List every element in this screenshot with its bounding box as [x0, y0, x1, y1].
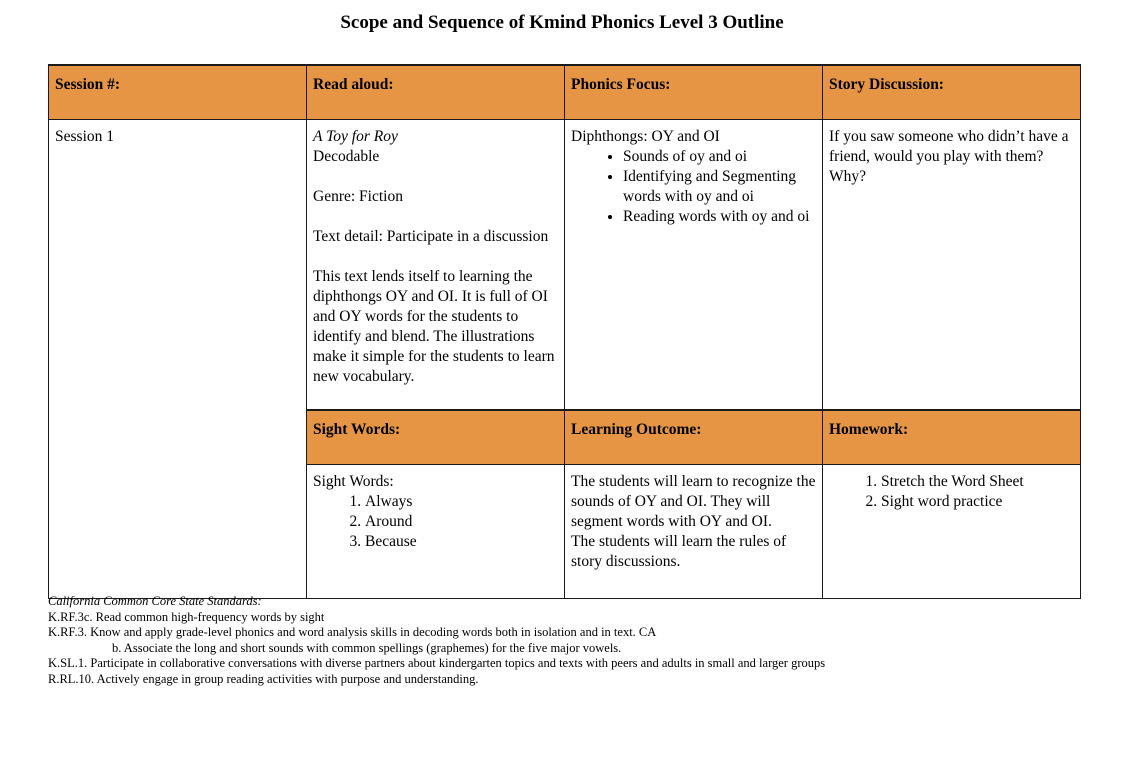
phonics-heading: Diphthongs: OY and OI: [571, 128, 720, 145]
homework-list: [829, 472, 1074, 512]
homework-cell: [823, 465, 1081, 599]
list-item: 1. Stretch the Word Sheet: [881, 472, 1074, 492]
sight-words-list: [313, 492, 558, 552]
header-learning-outcome: Learning Outcome:: [565, 410, 823, 465]
book-type: Decodable: [313, 148, 380, 165]
sight-words-heading: Sight Words:: [313, 473, 394, 490]
text-detail: Text detail: Participate in a discussion: [313, 228, 549, 245]
standards-heading: California Common Core State Standards:: [48, 594, 262, 608]
list-item: 2. Sight word practice: [881, 492, 1074, 512]
session-label: Session 1: [55, 128, 114, 145]
list-item: 2. Around: [365, 512, 558, 532]
book-title: A Toy for Roy: [313, 128, 398, 145]
sight-words-cell: [307, 465, 565, 599]
read-aloud-cell: [307, 120, 565, 411]
table-row: [49, 120, 1081, 411]
phonics-list: [571, 147, 816, 227]
list-item: 3. Because: [365, 532, 558, 552]
standard-item: R.RL.10. Actively engage in group reading activities with purpose and understanding.: [48, 671, 479, 686]
page-title: Scope and Sequence of Kmind Phonics Level 3 Outline: [340, 12, 784, 33]
phonics-focus-cell: [565, 120, 823, 411]
header-sight-words: Sight Words:: [307, 410, 565, 465]
list-item: 1. Always: [365, 492, 558, 512]
learning-outcome-line: The students will learn the rules of story discussions.: [571, 533, 787, 570]
learning-outcome-cell: [565, 465, 823, 599]
standard-item: K.SL.1. Participate in collaborative conversations with diverse partners about kindergarten topics and texts with peers and adults in small and larger groups: [48, 656, 826, 670]
standard-item: K.RF.3. Know and apply grade-level phonics and word analysis skills in decoding words both in isolation and in text. CA: [48, 625, 657, 639]
header-phonics-focus: Phonics Focus:: [565, 65, 823, 120]
header-session: Session #:: [49, 65, 307, 120]
outline-table: [48, 64, 1081, 599]
standard-item: b. Associate the long and short sounds with common spellings (graphemes) for the five major vowels.: [112, 640, 622, 655]
book-genre: Genre: Fiction: [313, 188, 403, 205]
header-story-discussion: Story Discussion:: [823, 65, 1081, 120]
standard-item: K.RF.3c. Read common high-frequency words by sight: [48, 609, 325, 624]
story-discussion-cell: [823, 120, 1081, 411]
list-item: • Sounds of oy and oi: [623, 147, 816, 167]
session-cell: [49, 120, 307, 599]
header-read-aloud: Read aloud:: [307, 65, 565, 120]
story-discussion-text: If you saw someone who didn’t have a friend, would you play with them? Why?: [829, 128, 1069, 185]
header-homework: Homework:: [823, 410, 1081, 465]
list-item: • Identifying and Segmenting words with oy and oi: [623, 167, 816, 207]
learning-outcome-line: The students will learn to recognize the sounds of OY and OI. They will segment words with OY and OI.: [571, 473, 816, 530]
standards-section: [48, 594, 1088, 687]
list-item: • Reading words with oy and oi: [623, 207, 816, 227]
book-description: This text lends itself to learning the diphthongs OY and OI. It is full of OI and OY words for the students to identify and blend. The illustrations make it simple for the students to learn new vocabulary.: [313, 268, 555, 385]
table-header-row: [49, 65, 1081, 120]
